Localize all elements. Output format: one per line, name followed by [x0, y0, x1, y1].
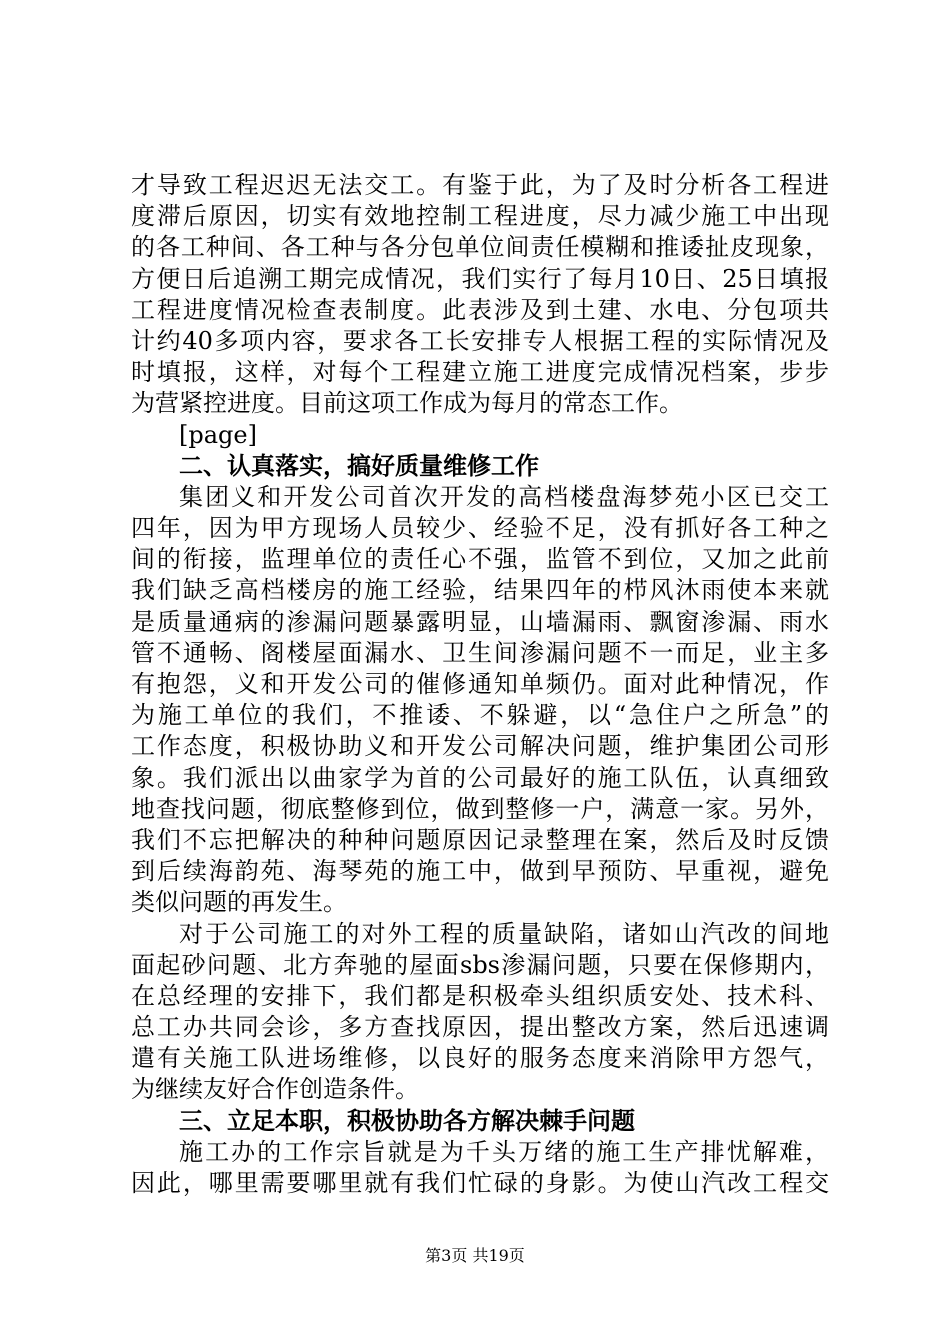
paragraph-line: 有抱怨，义和开发公司的催修通知单频仍。面对此种情况，作 [131, 670, 829, 698]
paragraph-line: 总工办共同会诊，多方查找原因，提出整改方案，然后迅速调 [131, 1013, 829, 1042]
paragraph-line: 为继续友好合作创造条件。 [131, 1075, 419, 1104]
paragraph-line: 在总经理的安排下，我们都是积极牵头组织质安处、技术科、 [131, 981, 829, 1010]
paragraph-line: 象。我们派出以曲家学为首的公司最好的施工队伍，认真细致 [131, 763, 829, 792]
document-body [131, 170, 829, 1199]
paragraph-line: 间的衔接，监理单位的责任心不强，监管不到位，又加之此前 [131, 545, 829, 574]
paragraph-line: 时填报，这样，对每个工程建立施工进度完成情况档案，步步 [131, 358, 829, 387]
paragraph-line: 四年，因为甲方现场人员较少、经验不足，没有抓好各工种之 [131, 514, 829, 543]
page-marker: [page] [179, 420, 257, 449]
paragraph-line: 管不通畅、阁楼屋面漏水、卫生间渗漏问题不一而足，业主多 [131, 638, 829, 667]
paragraph-line: 为施工单位的我们，不推诿、不躲避，以“急住户之所急”的 [131, 701, 829, 730]
paragraph-line: 的各工种间、各工种与各分包单位间责任模糊和推诿扯皮现象， [131, 233, 829, 262]
section-heading: 二、认真落实，搞好质量维修工作 [179, 451, 539, 480]
paragraph-line: 因此，哪里需要哪里就有我们忙碌的身影。为使山汽改工程交 [131, 1169, 829, 1197]
paragraph-line: 我们缺乏高档楼房的施工经验，结果四年的栉风沐雨使本来就 [131, 576, 829, 605]
paragraph-line: 遣有关施工队进场维修，以良好的服务态度来消除甲方怨气， [131, 1044, 829, 1073]
page-number-footer: 第3页 共19页 [425, 1246, 525, 1265]
paragraph-line: 工程进度情况检查表制度。此表涉及到土建、水电、分包项共 [131, 295, 829, 324]
paragraph-line: 集团义和开发公司首次开发的高档楼盘海梦苑小区已交工 [179, 482, 829, 511]
paragraph-line: 到后续海韵苑、海琴苑的施工中，做到早预防、早重视，避免 [131, 857, 829, 886]
paragraph-line: 是质量通病的渗漏问题暴露明显，山墙漏雨、飘窗渗漏、雨水 [131, 607, 829, 636]
paragraph-line: 才导致工程迟迟无法交工。有鉴于此，为了及时分析各工程进 [131, 171, 829, 199]
paragraph-line: 度滞后原因，切实有效地控制工程进度，尽力减少施工中出现 [131, 202, 829, 231]
paragraph-line: 地查找问题，彻底整修到位，做到整修一户，满意一家。另外， [131, 794, 829, 823]
paragraph-line: 方便日后追溯工期完成情况，我们实行了每月10日、25日填报 [131, 264, 829, 293]
section-heading: 三、立足本职，积极协助各方解决棘手问题 [179, 1106, 635, 1135]
paragraph-line: 为营紧控进度。目前这项工作成为每月的常态工作。 [131, 389, 683, 418]
paragraph-line: 计约40多项内容，要求各工长安排专人根据工程的实际情况及 [131, 326, 829, 355]
paragraph-line: 我们不忘把解决的种种问题原因记录整理在案，然后及时反馈 [131, 825, 829, 854]
paragraph-line: 对于公司施工的对外工程的质量缺陷，诸如山汽改的间地 [179, 919, 829, 948]
paragraph-line: 面起砂问题、北方奔驰的屋面sbs渗漏问题，只要在保修期内， [131, 950, 829, 979]
paragraph-line: 施工办的工作宗旨就是为千头万绪的施工生产排忧解难， [179, 1137, 829, 1166]
paragraph-line: 类似问题的再发生。 [131, 888, 347, 917]
paragraph-line: 工作态度，积极协助义和开发公司解决问题，维护集团公司形 [131, 732, 829, 761]
